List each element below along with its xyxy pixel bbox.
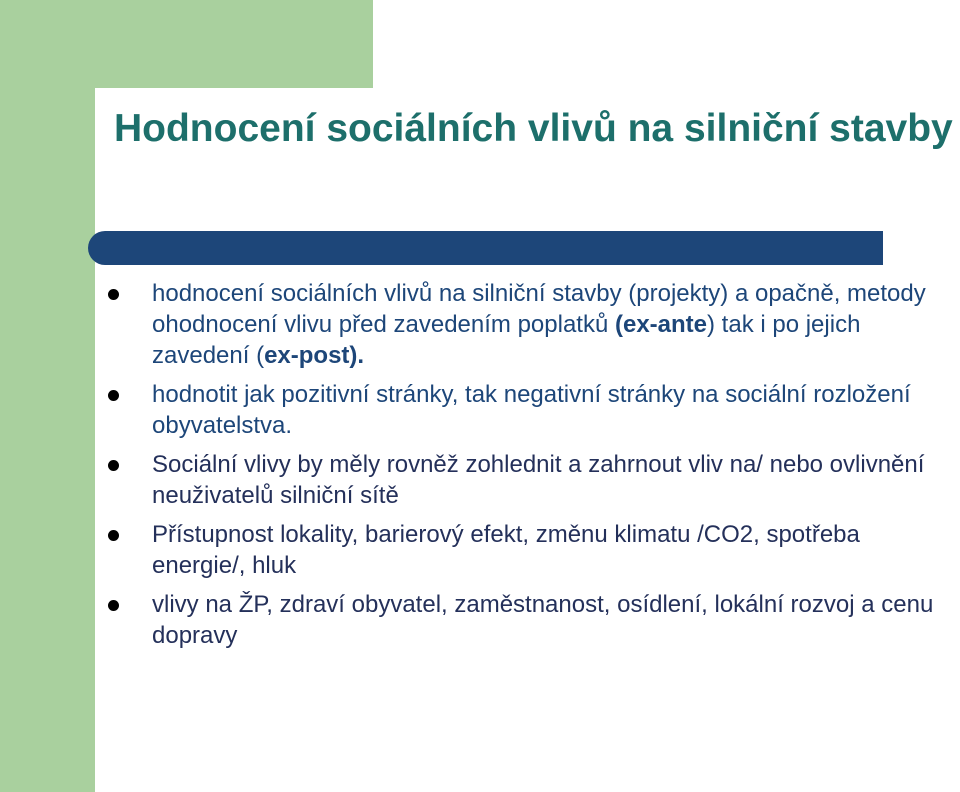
bullet-text-bold: (ex-ante: [614, 311, 708, 338]
bullet-item: [108, 449, 948, 511]
bullet-text-part: ) tak i po jejich zavedení (: [152, 311, 861, 369]
bullet-dot-icon: [108, 460, 119, 471]
bullet-item: [108, 379, 948, 441]
slide-title: Hodnocení sociálních vlivů na silniční stavby: [114, 107, 953, 150]
bullet-item: [108, 519, 948, 581]
bullet-text: hodnotit jak pozitivní stránky, tak negativní stránky na sociální rozložení obyvatelstva.: [152, 381, 911, 439]
bullet-text: vlivy na ŽP, zdraví obyvatel, zaměstnanost, osídlení, lokální rozvoj a cenu dopravy: [152, 591, 934, 649]
bullet-text: [152, 280, 926, 369]
bullet-text-part: hodnocení sociálních vlivů na silniční stavby (projekty) a opačně, metody ohodnocení vlivu před zavedením poplatků: [152, 280, 926, 338]
bullet-item: [108, 589, 948, 651]
green-side-block: [0, 0, 95, 792]
bullet-dot-icon: [108, 600, 119, 611]
bullet-dot-icon: [108, 390, 119, 401]
bullet-item: [108, 278, 948, 371]
bullet-dot-icon: [108, 530, 119, 541]
title-underline-bar: [88, 231, 883, 265]
bullet-text: Sociální vlivy by měly rovněž zohlednit a zahrnout vliv na/ nebo ovlivnění neuživatelů silniční sítě: [152, 451, 925, 509]
bullet-text: Přístupnost lokality, barierový efekt, změnu klimatu /CO2, spotřeba energie/, hluk: [152, 521, 860, 579]
bullet-text-bold: ex-post).: [264, 342, 365, 369]
green-top-block: [0, 0, 373, 88]
bullet-list: [108, 278, 948, 659]
bullet-dot-icon: [108, 289, 119, 300]
